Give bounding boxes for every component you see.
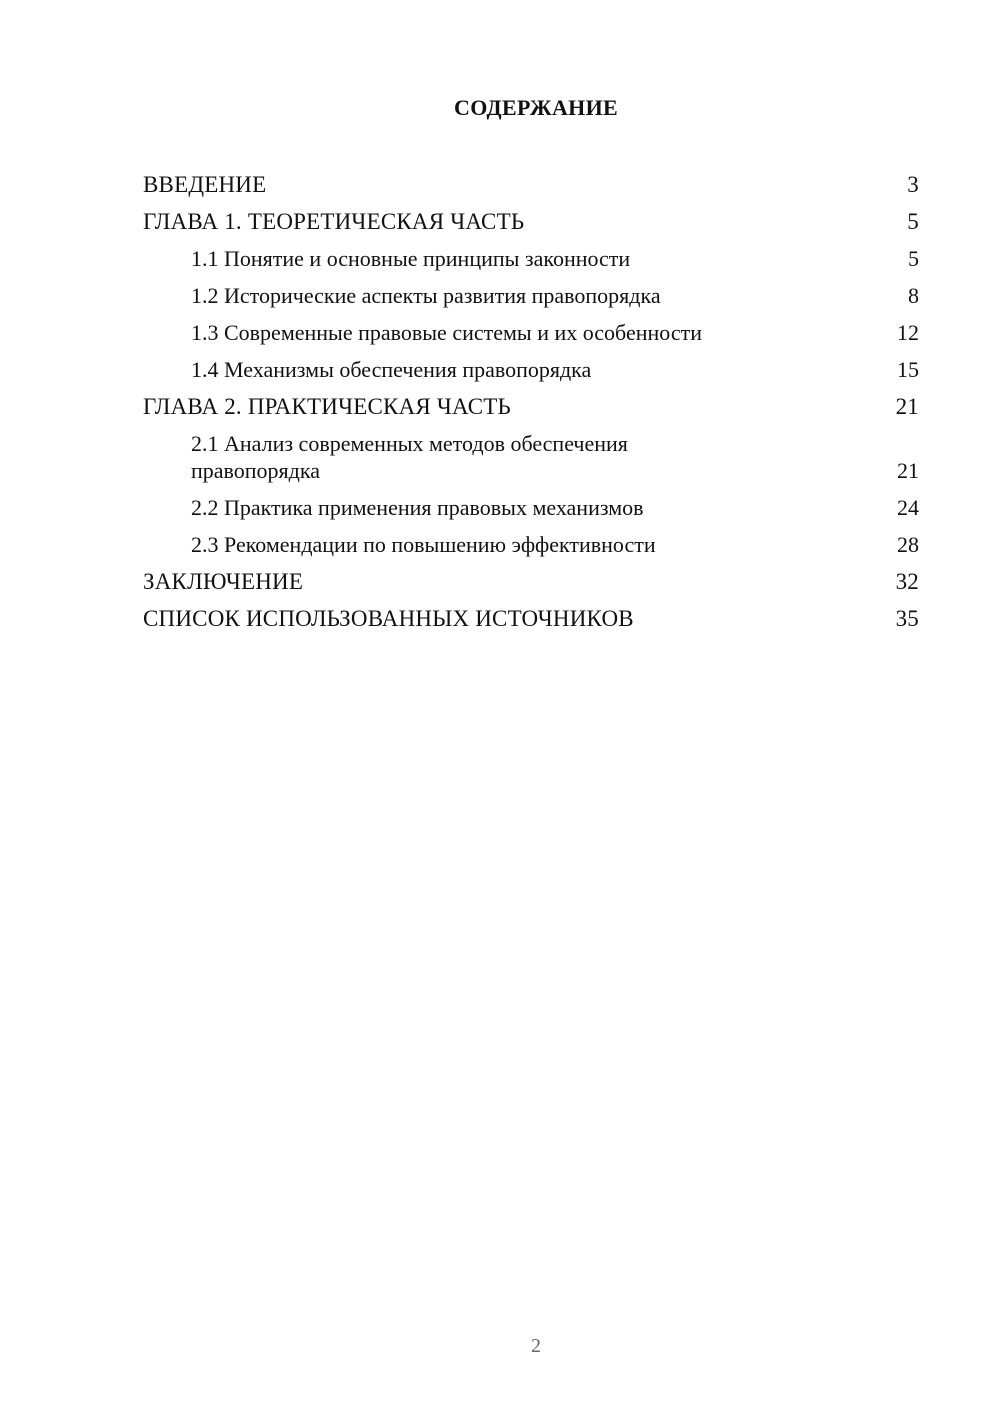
toc-entry-section-2-1	[143, 425, 919, 489]
toc-entry-label: 1.1 Понятие и основные принципы законности	[191, 246, 631, 271]
toc-entry-conclusion	[143, 563, 919, 600]
toc-entry-label: ГЛАВА 2. ПРАКТИЧЕСКАЯ ЧАСТЬ	[143, 394, 511, 419]
toc-entry-section-1-2	[143, 277, 919, 314]
toc-entry-label: 2.1 Анализ современных методов обеспечения правопорядка	[191, 431, 628, 483]
page-number: 2	[531, 1335, 541, 1357]
toc-entry-section-1-4	[143, 351, 919, 388]
toc-entry-label: 1.4 Механизмы обеспечения правопорядка	[191, 357, 592, 382]
toc-entry-page: 5	[907, 209, 919, 234]
toc-entry-label: СПИСОК ИСПОЛЬЗОВАННЫХ ИСТОЧНИКОВ	[143, 606, 634, 631]
toc-entry-page: 32	[895, 569, 919, 594]
toc-entry-page: 21	[895, 394, 919, 419]
toc-entry-page: 8	[908, 283, 919, 308]
toc-entry-label: 2.2 Практика применения правовых механизмов	[191, 495, 644, 520]
toc-entry-page: 3	[907, 172, 919, 197]
toc-entry-page: 35	[895, 606, 919, 631]
toc-entry-label: 2.3 Рекомендации по повышению эффективности	[191, 532, 656, 557]
toc-entry-chapter-2	[143, 388, 919, 425]
toc-entry-page: 15	[897, 357, 919, 382]
toc-entry-section-1-3	[143, 314, 919, 351]
toc-entry-section-1-1	[143, 240, 919, 277]
table-of-contents	[143, 166, 919, 637]
toc-entry-page: 28	[897, 532, 919, 557]
toc-entry-page: 5	[908, 246, 919, 271]
toc-entry-chapter-1	[143, 203, 919, 240]
toc-entry-label: 1.3 Современные правовые системы и их особенности	[191, 320, 702, 345]
toc-entry-label: 1.2 Исторические аспекты развития правопорядка	[191, 283, 661, 308]
toc-entry-references	[143, 600, 919, 637]
toc-entry-label: ЗАКЛЮЧЕНИЕ	[143, 569, 304, 594]
toc-entry-page: 24	[897, 495, 919, 520]
toc-entry-page: 21	[897, 458, 919, 483]
toc-entry-section-2-2	[143, 489, 919, 526]
toc-entry-page: 12	[897, 320, 919, 345]
toc-entry-label: ВВЕДЕНИЕ	[143, 172, 267, 197]
toc-title: СОДЕРЖАНИЕ	[454, 95, 618, 120]
toc-entry-introduction	[143, 166, 919, 203]
toc-entry-section-2-3	[143, 526, 919, 563]
toc-entry-label: ГЛАВА 1. ТЕОРЕТИЧЕСКАЯ ЧАСТЬ	[143, 209, 525, 234]
